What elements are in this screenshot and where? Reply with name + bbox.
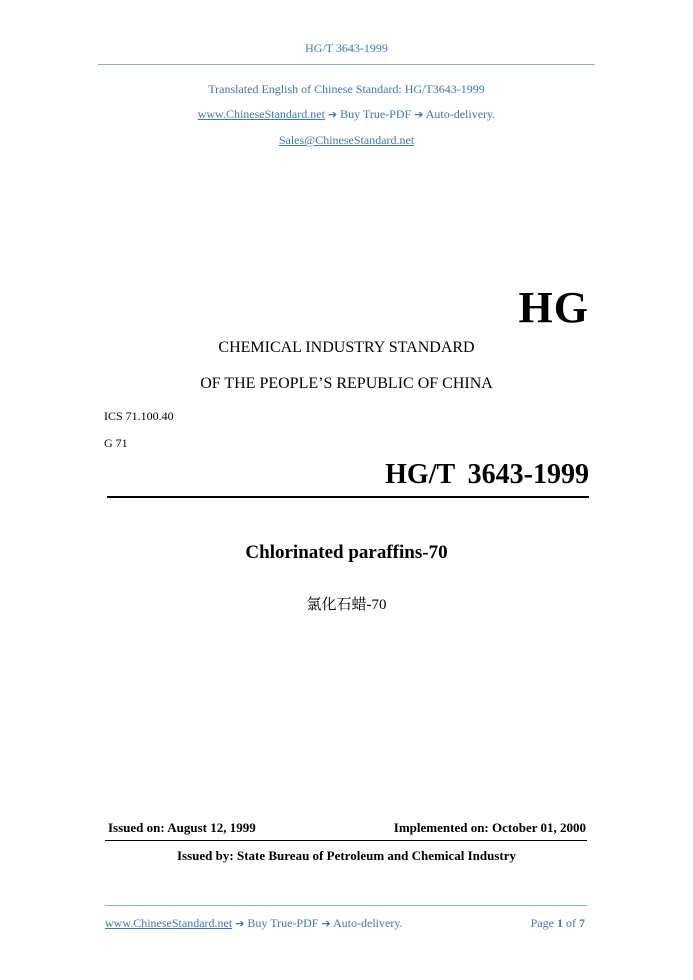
page-total: 7 bbox=[579, 916, 585, 930]
arrow-right-icon: ➔ bbox=[327, 108, 338, 121]
arrow-right-icon: ➔ bbox=[321, 917, 331, 930]
category-code: HG bbox=[518, 283, 589, 332]
site-link[interactable]: www.ChineseStandard.net bbox=[197, 107, 325, 121]
document-title-cn: 氯化石蜡-70 bbox=[306, 597, 387, 613]
page-indicator bbox=[531, 916, 585, 931]
issuing-authority: Issued by: State Bureau of Petroleum and Chemical Industry bbox=[177, 848, 516, 863]
translation-note: Translated English of Chinese Standard: HG/T3643-1999 bbox=[208, 82, 485, 96]
issuer-divider bbox=[105, 840, 587, 841]
auto-delivery-text: Auto-delivery. bbox=[425, 107, 496, 121]
arrow-right-icon: ➔ bbox=[414, 108, 424, 121]
page-label: Page bbox=[530, 916, 554, 930]
email-line bbox=[0, 133, 693, 148]
footer-delivery-text: Auto-delivery. bbox=[333, 916, 403, 930]
issued-date: Issued on: August 12, 1999 bbox=[108, 820, 256, 835]
buy-pdf-text: Buy True-PDF bbox=[340, 107, 412, 121]
classification-code: G 71 bbox=[104, 436, 128, 450]
header-divider bbox=[98, 64, 595, 65]
purchase-line bbox=[0, 107, 693, 122]
industry-title-line1: CHEMICAL INDUSTRY STANDARD bbox=[218, 339, 475, 356]
sales-email-link[interactable]: Sales@ChineseStandard.net bbox=[278, 133, 415, 147]
arrow-right-icon: ➔ bbox=[235, 917, 245, 930]
industry-title-line2: OF THE PEOPLE’S REPUBLIC OF CHINA bbox=[200, 375, 493, 392]
page-current: 1 bbox=[557, 916, 563, 930]
standard-number: HG/T 3643-1999 bbox=[385, 459, 589, 490]
document-title-en: Chlorinated paraffins-70 bbox=[245, 542, 448, 563]
ics-code: ICS 71.100.40 bbox=[104, 409, 174, 423]
running-header: HG/T 3643-1999 bbox=[305, 41, 388, 55]
footer-buy-text: Buy True-PDF bbox=[247, 916, 319, 930]
footer-site-link[interactable]: www.ChineseStandard.net bbox=[105, 916, 233, 930]
footer-divider bbox=[105, 905, 587, 906]
implemented-date: Implemented on: October 01, 2000 bbox=[393, 820, 586, 835]
title-divider bbox=[107, 496, 589, 498]
page-of: of bbox=[566, 916, 576, 930]
footer-links bbox=[105, 916, 403, 931]
